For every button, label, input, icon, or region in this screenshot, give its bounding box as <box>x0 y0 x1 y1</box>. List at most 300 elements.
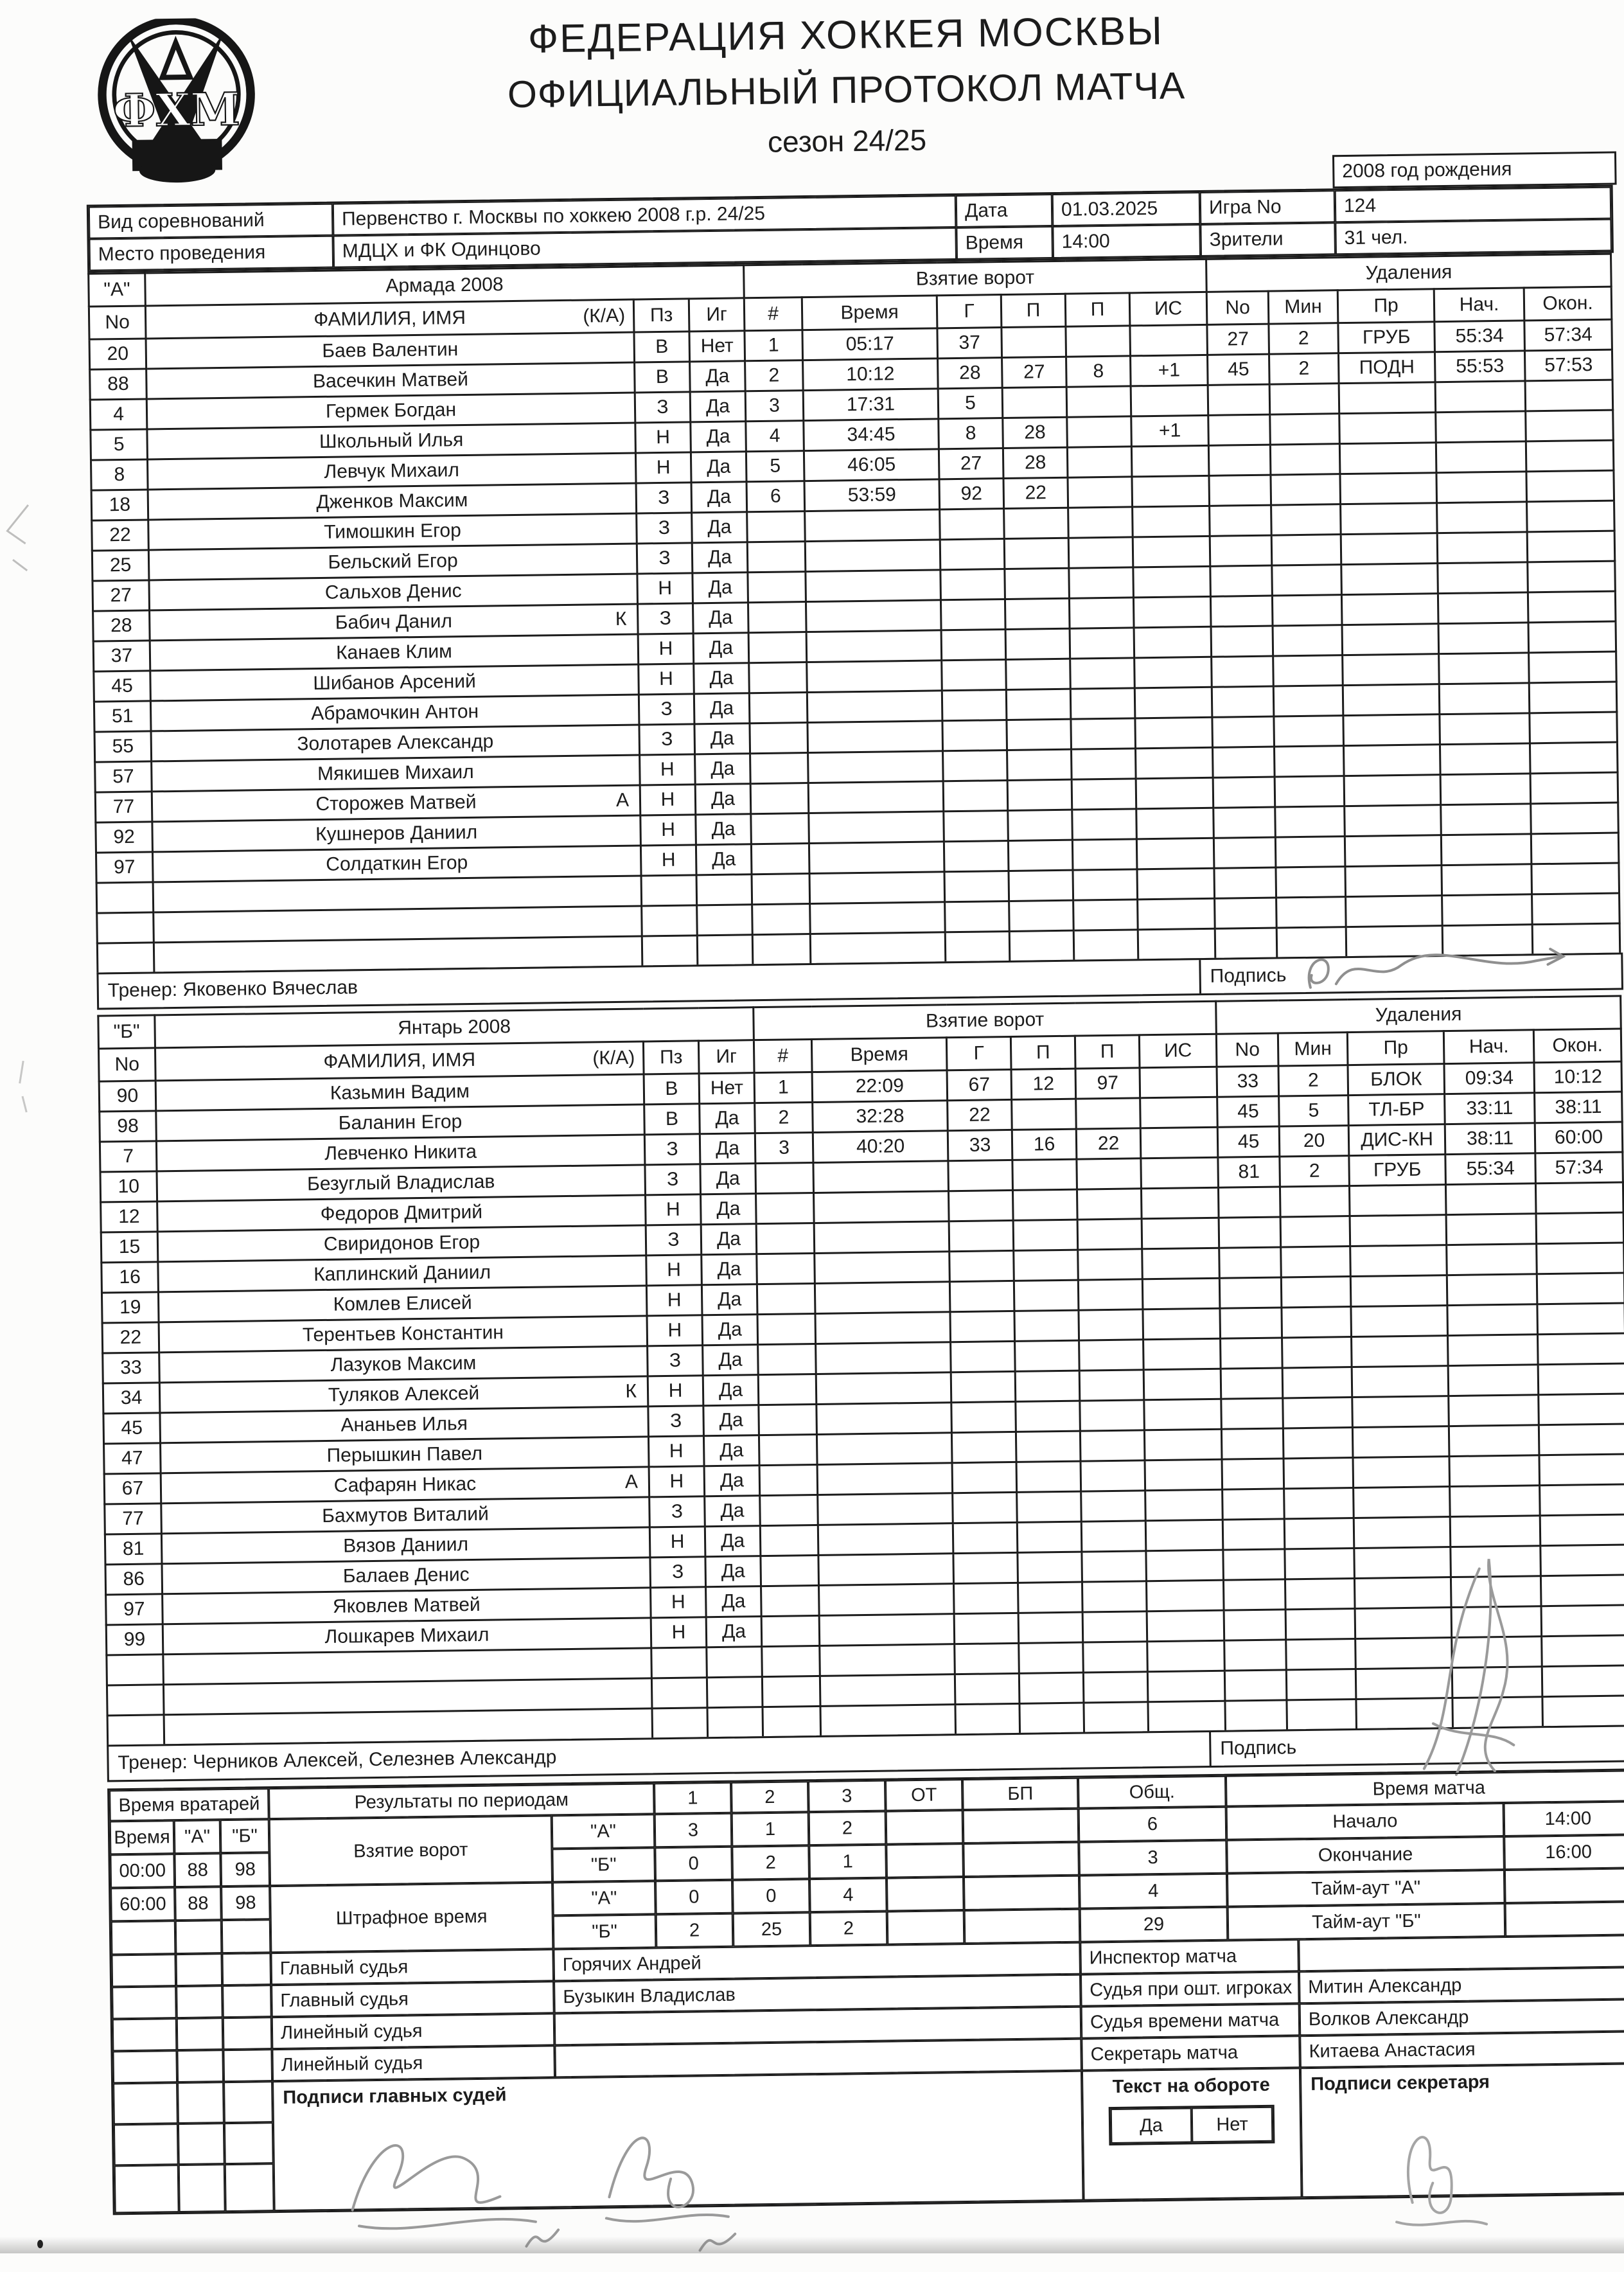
date-label: Дата <box>956 194 1053 227</box>
penalty-number-cell <box>1212 656 1274 687</box>
goal-scorer-cell <box>944 840 1009 871</box>
goals-b-team: "Б" <box>552 1847 655 1882</box>
penalty-minutes-cell <box>1275 806 1345 837</box>
player-name: Терентьев Константин <box>302 1322 504 1346</box>
penalty-end-cell <box>1528 561 1616 592</box>
penalty-code-cell: БЛОК <box>1348 1064 1445 1096</box>
reverse-text-choice <box>1109 2105 1275 2145</box>
penalty-number-cell <box>1209 475 1271 506</box>
goal-number-cell: 2 <box>755 1103 813 1133</box>
penalty-minutes-cell <box>1286 1669 1356 1700</box>
penalty-code-cell <box>1341 564 1438 595</box>
player-name: Федоров Дмитрий <box>320 1201 483 1225</box>
goal-number-cell: 2 <box>745 360 804 391</box>
goal-time-cell <box>806 630 942 662</box>
team-b-coach: Тренер: Черников Алексей, Селезнев Александр <box>118 1746 557 1774</box>
gk-empty-cell <box>177 2050 224 2082</box>
penalty-start-cell <box>1447 1304 1538 1336</box>
penalty-minutes-cell <box>1282 1337 1352 1368</box>
goal-time-cell <box>819 1614 955 1646</box>
goals-a-p2: 1 <box>732 1812 809 1847</box>
goal-assist2-cell <box>1072 809 1137 840</box>
player-name: Васечкин Матвей <box>312 368 469 393</box>
player-position-cell: Н <box>640 815 696 846</box>
player-played-cell: Да <box>700 1103 755 1134</box>
goal-is-cell <box>1136 777 1214 809</box>
player-played-cell: Да <box>700 1164 756 1194</box>
goal-assist1-cell <box>1018 1612 1083 1643</box>
goal-time-cell <box>818 1493 953 1525</box>
goal-is-cell <box>1147 1640 1225 1672</box>
penalty-start-cell <box>1447 1244 1537 1275</box>
penalty-start-cell: 55:34 <box>1445 1153 1536 1185</box>
player-number-cell: 47 <box>104 1443 161 1474</box>
penalty-start-cell <box>1451 1546 1541 1577</box>
goal-time-cell <box>820 1644 955 1676</box>
period-empty-cell <box>886 1843 964 1878</box>
penalty-start-cell <box>1440 713 1530 745</box>
goal-is-cell <box>1136 838 1214 869</box>
official-name2: Волков Александр <box>1300 1999 1624 2036</box>
goal-is-cell <box>1146 1550 1224 1581</box>
goal-is-cell <box>1130 324 1208 356</box>
federation-title: ФЕДЕРАЦИЯ ХОККЕЯ МОСКВЫ <box>527 8 1164 62</box>
goal-time-cell <box>808 721 943 753</box>
team-a-coach: Тренер: Яковенко Вячеслав <box>107 977 358 1002</box>
col-assist2: П <box>1065 293 1130 326</box>
goal-scorer-cell <box>942 690 1007 721</box>
penalty-start-cell <box>1440 743 1531 775</box>
goal-assist2-cell <box>1077 1219 1142 1250</box>
player-played-cell: Да <box>690 361 746 392</box>
official-role: Линейный судья <box>272 2013 555 2049</box>
goals-b-total: 3 <box>1079 1840 1227 1876</box>
player-number-cell <box>97 943 154 973</box>
penalty-start-cell <box>1438 623 1529 654</box>
goal-assist1-cell <box>1015 1340 1080 1371</box>
penalty-code-cell <box>1354 1487 1451 1518</box>
penalty-end-cell <box>1538 1333 1624 1365</box>
goal-scorer-cell <box>942 720 1007 751</box>
penalty-minutes-cell <box>1282 1307 1352 1338</box>
penalty-start-cell: 33:11 <box>1445 1093 1535 1124</box>
penalty-number-cell <box>1221 1368 1283 1399</box>
player-position-cell: Н <box>646 1285 702 1316</box>
penalty-minutes-cell <box>1284 1458 1354 1489</box>
goal-is-cell: +1 <box>1131 415 1209 447</box>
penalty-end-cell <box>1526 440 1614 472</box>
player-name: Шибанов Арсений <box>313 670 476 695</box>
player-played-cell <box>707 1677 763 1708</box>
team-b-code: "Б" <box>98 1015 155 1049</box>
goal-is-cell <box>1143 1369 1221 1400</box>
penalty-start-cell <box>1452 1697 1543 1728</box>
player-name: Дженков Максим <box>316 489 468 513</box>
scan-artifact <box>0 499 39 576</box>
penalty-code-cell <box>1355 1668 1452 1700</box>
player-played-cell: Да <box>704 1466 760 1496</box>
player-position-cell: Н <box>646 1194 702 1225</box>
player-number-cell: 22 <box>92 520 149 551</box>
player-position-cell <box>642 936 698 966</box>
player-number-cell: 33 <box>103 1353 160 1383</box>
penalty-code-cell <box>1356 1698 1453 1730</box>
player-position-cell: Н <box>635 452 691 483</box>
gk-empty-cell <box>112 2018 177 2051</box>
goal-assist2-cell <box>1082 1581 1147 1612</box>
goal-time-cell <box>816 1403 952 1435</box>
goal-assist1-cell <box>1019 1673 1084 1703</box>
player-number-cell: 97 <box>96 852 153 883</box>
official-name2 <box>1298 1935 1624 1971</box>
goal-assist2-cell <box>1081 1521 1146 1552</box>
player-name: Левченко Никита <box>324 1140 477 1164</box>
goal-assist2-cell <box>1069 567 1134 598</box>
goal-scorer-cell <box>951 1371 1016 1402</box>
col-pen-end: Окон. <box>1533 1029 1621 1063</box>
penalty-number-cell <box>1219 1247 1282 1278</box>
col-played: Иг <box>689 298 745 332</box>
penalty-code-cell: ГРУБ <box>1349 1155 1446 1186</box>
player-name: Ананьев Илья <box>340 1413 468 1436</box>
player-position-cell: Н <box>649 1527 705 1558</box>
gk-empty-cell <box>225 2163 274 2212</box>
penalty-code-cell <box>1350 1245 1447 1277</box>
official-role: Главный судья <box>271 1981 554 2017</box>
secretary-signature-label: Подписи секретаря <box>1311 2072 1490 2095</box>
gk-empty-cell <box>112 2050 177 2083</box>
penalty-number-cell: 81 <box>1218 1157 1280 1187</box>
goal-time-cell <box>818 1523 953 1556</box>
penalties-section-title: Удаления <box>1216 996 1621 1034</box>
goals-a-team: "А" <box>552 1814 655 1849</box>
player-position-cell: Н <box>635 422 691 453</box>
penalty-code-cell <box>1352 1336 1449 1367</box>
pen-a-p3: 4 <box>809 1878 887 1913</box>
goal-assist1-cell: 12 <box>1011 1069 1076 1099</box>
penalty-end-cell <box>1527 501 1615 532</box>
goal-is-cell: +1 <box>1131 355 1208 386</box>
gk-time-2: 60:00 <box>110 1887 175 1921</box>
goal-number-cell <box>761 1585 820 1616</box>
player-played-cell: Да <box>693 603 748 634</box>
goal-scorer-cell <box>945 901 1010 932</box>
goal-assist1-cell <box>1005 568 1070 599</box>
penalty-number-cell <box>1219 1187 1281 1218</box>
penalty-number-cell <box>1221 1428 1284 1459</box>
penalty-start-cell <box>1451 1606 1542 1638</box>
spectators-label: Зрители <box>1200 222 1336 256</box>
spectators-value: 31 чел. <box>1335 219 1612 255</box>
penalty-minutes-cell <box>1271 504 1341 535</box>
penalty-code-cell <box>1343 654 1440 686</box>
penalty-minutes-cell <box>1280 1186 1350 1217</box>
gk-empty-cell <box>113 2082 178 2124</box>
player-number-cell: 77 <box>105 1504 162 1534</box>
player-played-cell: Да <box>696 814 752 845</box>
player-number-cell: 45 <box>94 671 151 702</box>
penalty-end-cell <box>1542 1635 1624 1667</box>
player-number-cell <box>97 912 154 943</box>
goal-is-cell <box>1147 1671 1225 1702</box>
goal-time-cell: 46:05 <box>804 449 939 481</box>
period-ot-header: ОТ <box>885 1779 963 1811</box>
col-pen-start: Нач. <box>1443 1030 1534 1064</box>
penalty-minutes-cell <box>1271 474 1341 505</box>
player-number-cell: 67 <box>104 1473 161 1504</box>
captain-mark: А <box>615 789 630 811</box>
timeout-a-label: Тайм-аут "А" <box>1227 1870 1505 1907</box>
goal-is-cell <box>1134 657 1212 688</box>
period-1-header: 1 <box>654 1782 732 1815</box>
goal-is-cell <box>1138 898 1215 930</box>
player-number-cell: 51 <box>94 701 151 732</box>
penalty-minutes-cell <box>1269 384 1339 414</box>
col-assist1: П <box>1011 1036 1075 1069</box>
penalty-minutes-cell <box>1272 565 1342 596</box>
player-position-cell: В <box>635 362 691 393</box>
team-b-signature-box <box>1209 1726 1624 1766</box>
pen-a-total: 4 <box>1079 1874 1228 1909</box>
penalty-minutes-cell <box>1284 1518 1354 1549</box>
penalty-code-cell <box>1341 533 1438 565</box>
reverse-yes-cell: Да <box>1111 2108 1192 2143</box>
col-pen-end: Окон. <box>1524 287 1612 321</box>
penalty-start-cell <box>1438 592 1528 624</box>
player-position-cell <box>651 1678 707 1708</box>
goal-scorer-cell <box>944 810 1009 841</box>
gk-empty-cell <box>114 2165 179 2213</box>
penalty-minutes-cell: 20 <box>1279 1126 1349 1157</box>
goal-time-cell: 05:17 <box>802 328 938 360</box>
goal-assist2-cell <box>1069 598 1134 628</box>
penalty-number-cell: 33 <box>1217 1066 1279 1097</box>
penalty-minutes-cell <box>1270 414 1340 445</box>
player-played-cell: Да <box>694 723 750 754</box>
penalty-code-cell <box>1345 835 1442 867</box>
player-number-cell: 81 <box>105 1534 162 1565</box>
player-played-cell <box>697 905 753 936</box>
penalty-start-cell <box>1449 1395 1539 1426</box>
gk-empty-cell <box>112 1986 177 2019</box>
penalties-section-title: Удаления <box>1206 254 1612 292</box>
goal-is-cell <box>1145 1459 1222 1491</box>
goal-number-cell <box>748 572 806 603</box>
player-position-cell: Н <box>648 1376 703 1407</box>
goal-time-cell <box>813 1161 949 1193</box>
goal-assist1-cell <box>1013 1189 1078 1220</box>
goal-assist1-cell: 28 <box>1003 447 1068 478</box>
penalty-minutes-cell <box>1273 655 1343 686</box>
player-position-cell: Н <box>639 664 694 695</box>
penalty-number-cell <box>1215 898 1277 928</box>
player-name: Безуглый Владислав <box>306 1171 495 1195</box>
penalty-end-cell <box>1530 772 1618 804</box>
goal-assist1-cell <box>1018 1552 1082 1583</box>
penalty-code-cell <box>1344 745 1441 776</box>
goal-assist2-cell <box>1073 869 1138 900</box>
player-played-cell: Да <box>692 542 748 573</box>
penalty-start-cell <box>1452 1637 1542 1668</box>
penalty-start-cell <box>1440 774 1531 805</box>
col-pen-no: No <box>1216 1033 1278 1067</box>
player-number-cell <box>96 882 154 913</box>
gk-a-1: 88 <box>174 1853 221 1887</box>
player-position-cell: З <box>639 724 695 755</box>
official-role2: Секретарь матча <box>1081 2036 1300 2070</box>
official-role2: Судья при ошт. игроках <box>1081 1971 1300 2006</box>
period-empty-cell <box>886 1810 964 1845</box>
goal-assist2-cell <box>1083 1642 1148 1673</box>
player-played-cell: Да <box>690 391 746 422</box>
player-played-cell: Да <box>702 1284 757 1315</box>
team-b-name: Янтарь 2008 <box>155 1007 754 1048</box>
goal-assist2-cell <box>1079 1370 1144 1401</box>
player-name: Лошкарев Михаил <box>324 1624 490 1648</box>
goal-assist2-cell <box>1082 1611 1147 1642</box>
goal-scorer-cell <box>941 630 1006 661</box>
player-played-cell: Да <box>701 1194 757 1225</box>
player-number-cell <box>107 1715 164 1746</box>
goal-time-cell <box>819 1584 955 1616</box>
goal-is-cell <box>1142 1248 1220 1279</box>
penalty-minutes-cell <box>1283 1398 1353 1428</box>
penalty-code-cell <box>1341 594 1438 625</box>
pen-a-p2: 0 <box>732 1879 810 1913</box>
goal-assist2-cell <box>1084 1702 1149 1733</box>
player-name: Балаев Денис <box>342 1564 470 1587</box>
goals-b-p3: 1 <box>809 1845 887 1879</box>
period-empty-cell <box>964 1876 1080 1910</box>
goal-number-cell <box>750 753 809 784</box>
goal-assist1-cell <box>1004 538 1069 569</box>
penalty-number-cell: 45 <box>1208 354 1270 385</box>
captain-mark: К <box>625 1380 637 1402</box>
goal-number-cell <box>750 783 809 814</box>
goal-number-cell <box>751 813 809 844</box>
goal-is-cell <box>1133 566 1211 598</box>
goal-time-cell: 40:20 <box>813 1131 948 1163</box>
penalty-minutes-cell: 2 <box>1269 353 1339 384</box>
penalty-code-cell: ПОДН <box>1339 352 1436 384</box>
player-name: Сафарян Никас <box>333 1473 477 1496</box>
pen-b-total: 29 <box>1080 1907 1228 1942</box>
end-value: 16:00 <box>1504 1834 1624 1870</box>
penalty-minutes-cell <box>1285 1549 1355 1579</box>
penalty-number-cell <box>1213 777 1275 808</box>
penalty-code-cell <box>1353 1457 1450 1488</box>
penalty-end-cell <box>1529 652 1617 683</box>
goal-assist2-cell <box>1078 1279 1143 1310</box>
goal-number-cell <box>757 1313 816 1344</box>
penalty-start-cell <box>1448 1335 1539 1366</box>
penalty-code-cell <box>1350 1215 1447 1247</box>
penalty-number-cell: 27 <box>1207 324 1269 355</box>
start-label: Начало <box>1226 1803 1505 1840</box>
goal-scorer-cell <box>940 599 1005 630</box>
goal-time-cell <box>805 510 940 542</box>
player-number-cell: 86 <box>105 1564 163 1595</box>
player-name: Бельский Егор <box>328 550 458 573</box>
penalty-end-cell <box>1540 1514 1624 1546</box>
penalty-end-cell <box>1525 380 1613 411</box>
penalty-end-cell <box>1531 863 1620 894</box>
goal-time-cell <box>807 661 942 693</box>
penalty-number-cell <box>1213 747 1275 777</box>
penalty-minutes-cell: 2 <box>1269 323 1339 354</box>
penalty-end-cell <box>1540 1545 1624 1576</box>
goal-number-cell <box>761 1615 820 1646</box>
time-label: Время <box>956 226 1053 260</box>
penalty-end-cell <box>1539 1454 1624 1486</box>
penalty-number-cell <box>1215 928 1277 959</box>
penalty-minutes-cell <box>1273 625 1343 656</box>
goal-number-cell: 3 <box>755 1133 813 1164</box>
goal-assist1-cell: 22 <box>1003 477 1068 508</box>
goal-assist1-cell <box>1012 1099 1077 1130</box>
penalty-end-cell <box>1528 591 1616 623</box>
penalty-start-cell <box>1439 683 1530 714</box>
goal-assist1-cell <box>1014 1280 1079 1311</box>
penalty-start-cell <box>1446 1214 1537 1245</box>
period-2-header: 2 <box>731 1781 809 1813</box>
goal-is-cell <box>1148 1701 1226 1732</box>
player-position-cell: Н <box>640 785 696 815</box>
player-number-cell: 22 <box>102 1322 159 1353</box>
penalty-minutes-cell <box>1275 837 1345 867</box>
goal-number-cell <box>758 1344 816 1374</box>
goal-assist2-cell <box>1079 1340 1144 1371</box>
player-name: Комлев Елисей <box>333 1291 472 1315</box>
goal-assist2-cell <box>1068 507 1133 538</box>
player-position-cell: З <box>645 1164 701 1195</box>
goal-number-cell <box>757 1253 815 1284</box>
goal-is-cell <box>1133 596 1211 628</box>
period-3-header: 3 <box>808 1780 886 1813</box>
penalty-end-cell <box>1537 1243 1624 1274</box>
penalty-code-cell <box>1354 1517 1451 1549</box>
penalty-minutes-cell <box>1276 897 1346 928</box>
penalty-minutes-cell <box>1282 1367 1352 1398</box>
penalty-code-cell <box>1341 503 1438 535</box>
penalty-end-cell <box>1528 621 1616 653</box>
goal-assist2-cell <box>1068 537 1133 568</box>
col-pos: Пз <box>633 299 689 332</box>
player-number-cell: 28 <box>93 610 150 641</box>
penalty-start-cell <box>1436 441 1526 473</box>
penalty-end-cell <box>1536 1182 1624 1214</box>
player-position-cell: Н <box>640 754 696 785</box>
penalty-number-cell <box>1224 1579 1286 1610</box>
penalty-start-cell <box>1442 864 1532 896</box>
penalty-number-cell <box>1220 1308 1282 1338</box>
goal-is-cell <box>1132 475 1210 507</box>
goal-time-cell: 17:31 <box>803 389 939 421</box>
player-played-cell: Да <box>691 422 746 452</box>
player-number-cell: 7 <box>100 1141 157 1172</box>
goal-scorer-cell <box>943 780 1008 811</box>
goal-is-cell <box>1147 1610 1224 1642</box>
penalty-end-cell: 38:11 <box>1535 1092 1623 1123</box>
goal-number-cell <box>748 602 806 633</box>
player-played-cell <box>696 874 752 905</box>
player-played-cell: Да <box>703 1435 759 1466</box>
penalty-start-cell <box>1450 1516 1540 1547</box>
goal-assist1-cell <box>1007 749 1072 780</box>
col-no: No <box>98 1048 155 1081</box>
goal-scorer-cell <box>940 569 1005 600</box>
goal-is-cell <box>1143 1338 1221 1370</box>
